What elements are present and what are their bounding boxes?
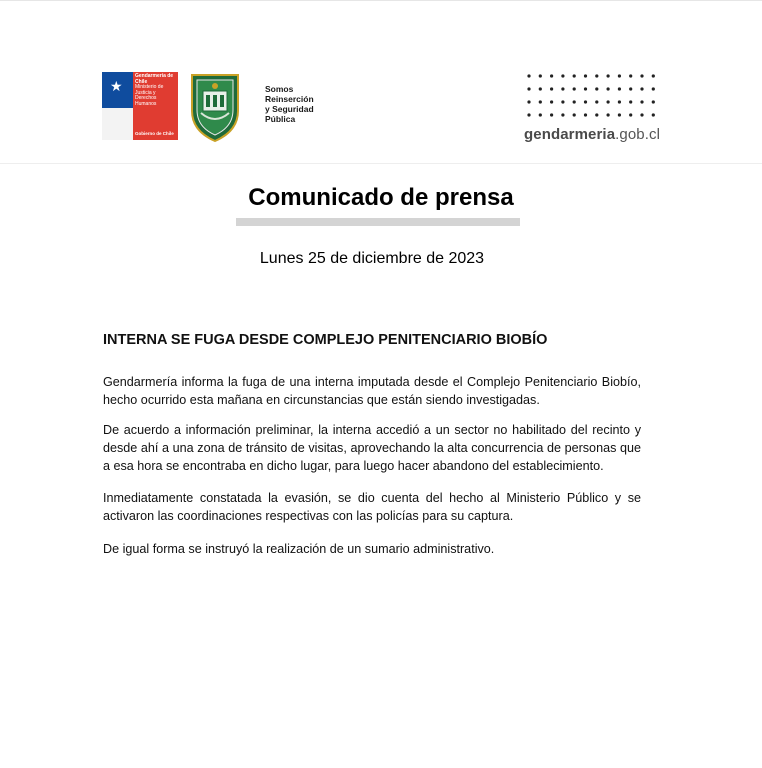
grid-dot <box>652 74 655 77</box>
grid-dot <box>527 87 530 90</box>
grid-dot <box>561 113 564 116</box>
grid-dot <box>527 113 530 116</box>
grid-dot <box>550 113 553 116</box>
grid-dot <box>527 100 530 103</box>
grid-dot <box>573 113 576 116</box>
grid-dot <box>607 74 610 77</box>
body-paragraph-1: Gendarmería informa la fuga de una interna imputada desde el Complejo Penitenciario Biobío, hecho ocurrido esta mañana en circunstancias que están siendo investigadas. <box>103 375 641 407</box>
star-icon: ★ <box>110 78 123 94</box>
page-title: Comunicado de prensa <box>248 184 514 211</box>
grid-dot <box>607 100 610 103</box>
grid-dot <box>629 100 632 103</box>
grid-dot <box>595 74 598 77</box>
grid-dot <box>584 113 587 116</box>
body-paragraph-3: Inmediatamente constatada la evasión, se dio cuenta del hecho al Ministerio Público y se activaron las coordinaciones respectivas con las policías para su captura. <box>103 491 641 523</box>
grid-dot <box>539 113 542 116</box>
grid-dot <box>561 87 564 90</box>
grid-dot <box>550 100 553 103</box>
gobierno-de-chile-logo: ★ Gendarmería de Chile Ministerio de Justicia y Derechos Humanos Gobierno de Chile <box>102 72 178 140</box>
grid-dot <box>652 87 655 90</box>
website-link[interactable]: gendarmeria.gob.cl <box>524 126 661 143</box>
body-paragraph-4: De igual forma se instruyó la realización de un sumario administrativo. <box>103 542 495 556</box>
grid-dot <box>539 100 542 103</box>
grid-dot <box>595 87 598 90</box>
page-header <box>0 0 762 164</box>
grid-dot <box>584 74 587 77</box>
gob-logo-text: Gendarmería de Chile Ministerio de Justicia y Derechos Humanos <box>135 73 174 107</box>
grid-dot <box>573 100 576 103</box>
grid-dot <box>539 74 542 77</box>
grid-dot <box>618 113 621 116</box>
grid-dot <box>640 87 643 90</box>
grid-dot <box>539 87 542 90</box>
grid-dot <box>629 113 632 116</box>
grid-dot <box>561 74 564 77</box>
grid-dot <box>618 74 621 77</box>
publication-date: Lunes 25 de diciembre de 2023 <box>259 250 485 267</box>
grid-dot <box>652 113 655 116</box>
press-headline: INTERNA SE FUGA DESDE COMPLEJO PENITENCIARIO BIOBÍO <box>103 332 548 348</box>
grid-dot <box>607 113 610 116</box>
grid-dot <box>550 87 553 90</box>
grid-dot <box>595 113 598 116</box>
grid-dot <box>595 100 598 103</box>
grid-dot <box>573 74 576 77</box>
grid-dot <box>652 100 655 103</box>
grid-dot <box>618 87 621 90</box>
grid-dot <box>629 87 632 90</box>
grid-dot <box>629 74 632 77</box>
dots-decoration-icon <box>527 74 655 118</box>
tagline: Somos Reinserción y Seguridad Pública <box>265 84 314 124</box>
grid-dot <box>640 113 643 116</box>
title-underline <box>236 218 520 226</box>
grid-dot <box>584 87 587 90</box>
grid-dot <box>618 100 621 103</box>
grid-dot <box>527 74 530 77</box>
body-paragraph-2: De acuerdo a información preliminar, la interna accedió a un sector no habilitado del recinto y desde ahí a una zona de tránsito de visitas, aprovechando la alta concurrencia de personas que a esa hora se encontraba en dicho lugar, para luego hacer abandono del establecimiento. <box>103 423 641 473</box>
grid-dot <box>561 100 564 103</box>
grid-dot <box>550 74 553 77</box>
grid-dot <box>607 87 610 90</box>
gendarmeria-shield-icon <box>188 71 242 143</box>
grid-dot <box>584 100 587 103</box>
grid-dot <box>640 100 643 103</box>
grid-dot <box>573 87 576 90</box>
grid-dot <box>640 74 643 77</box>
